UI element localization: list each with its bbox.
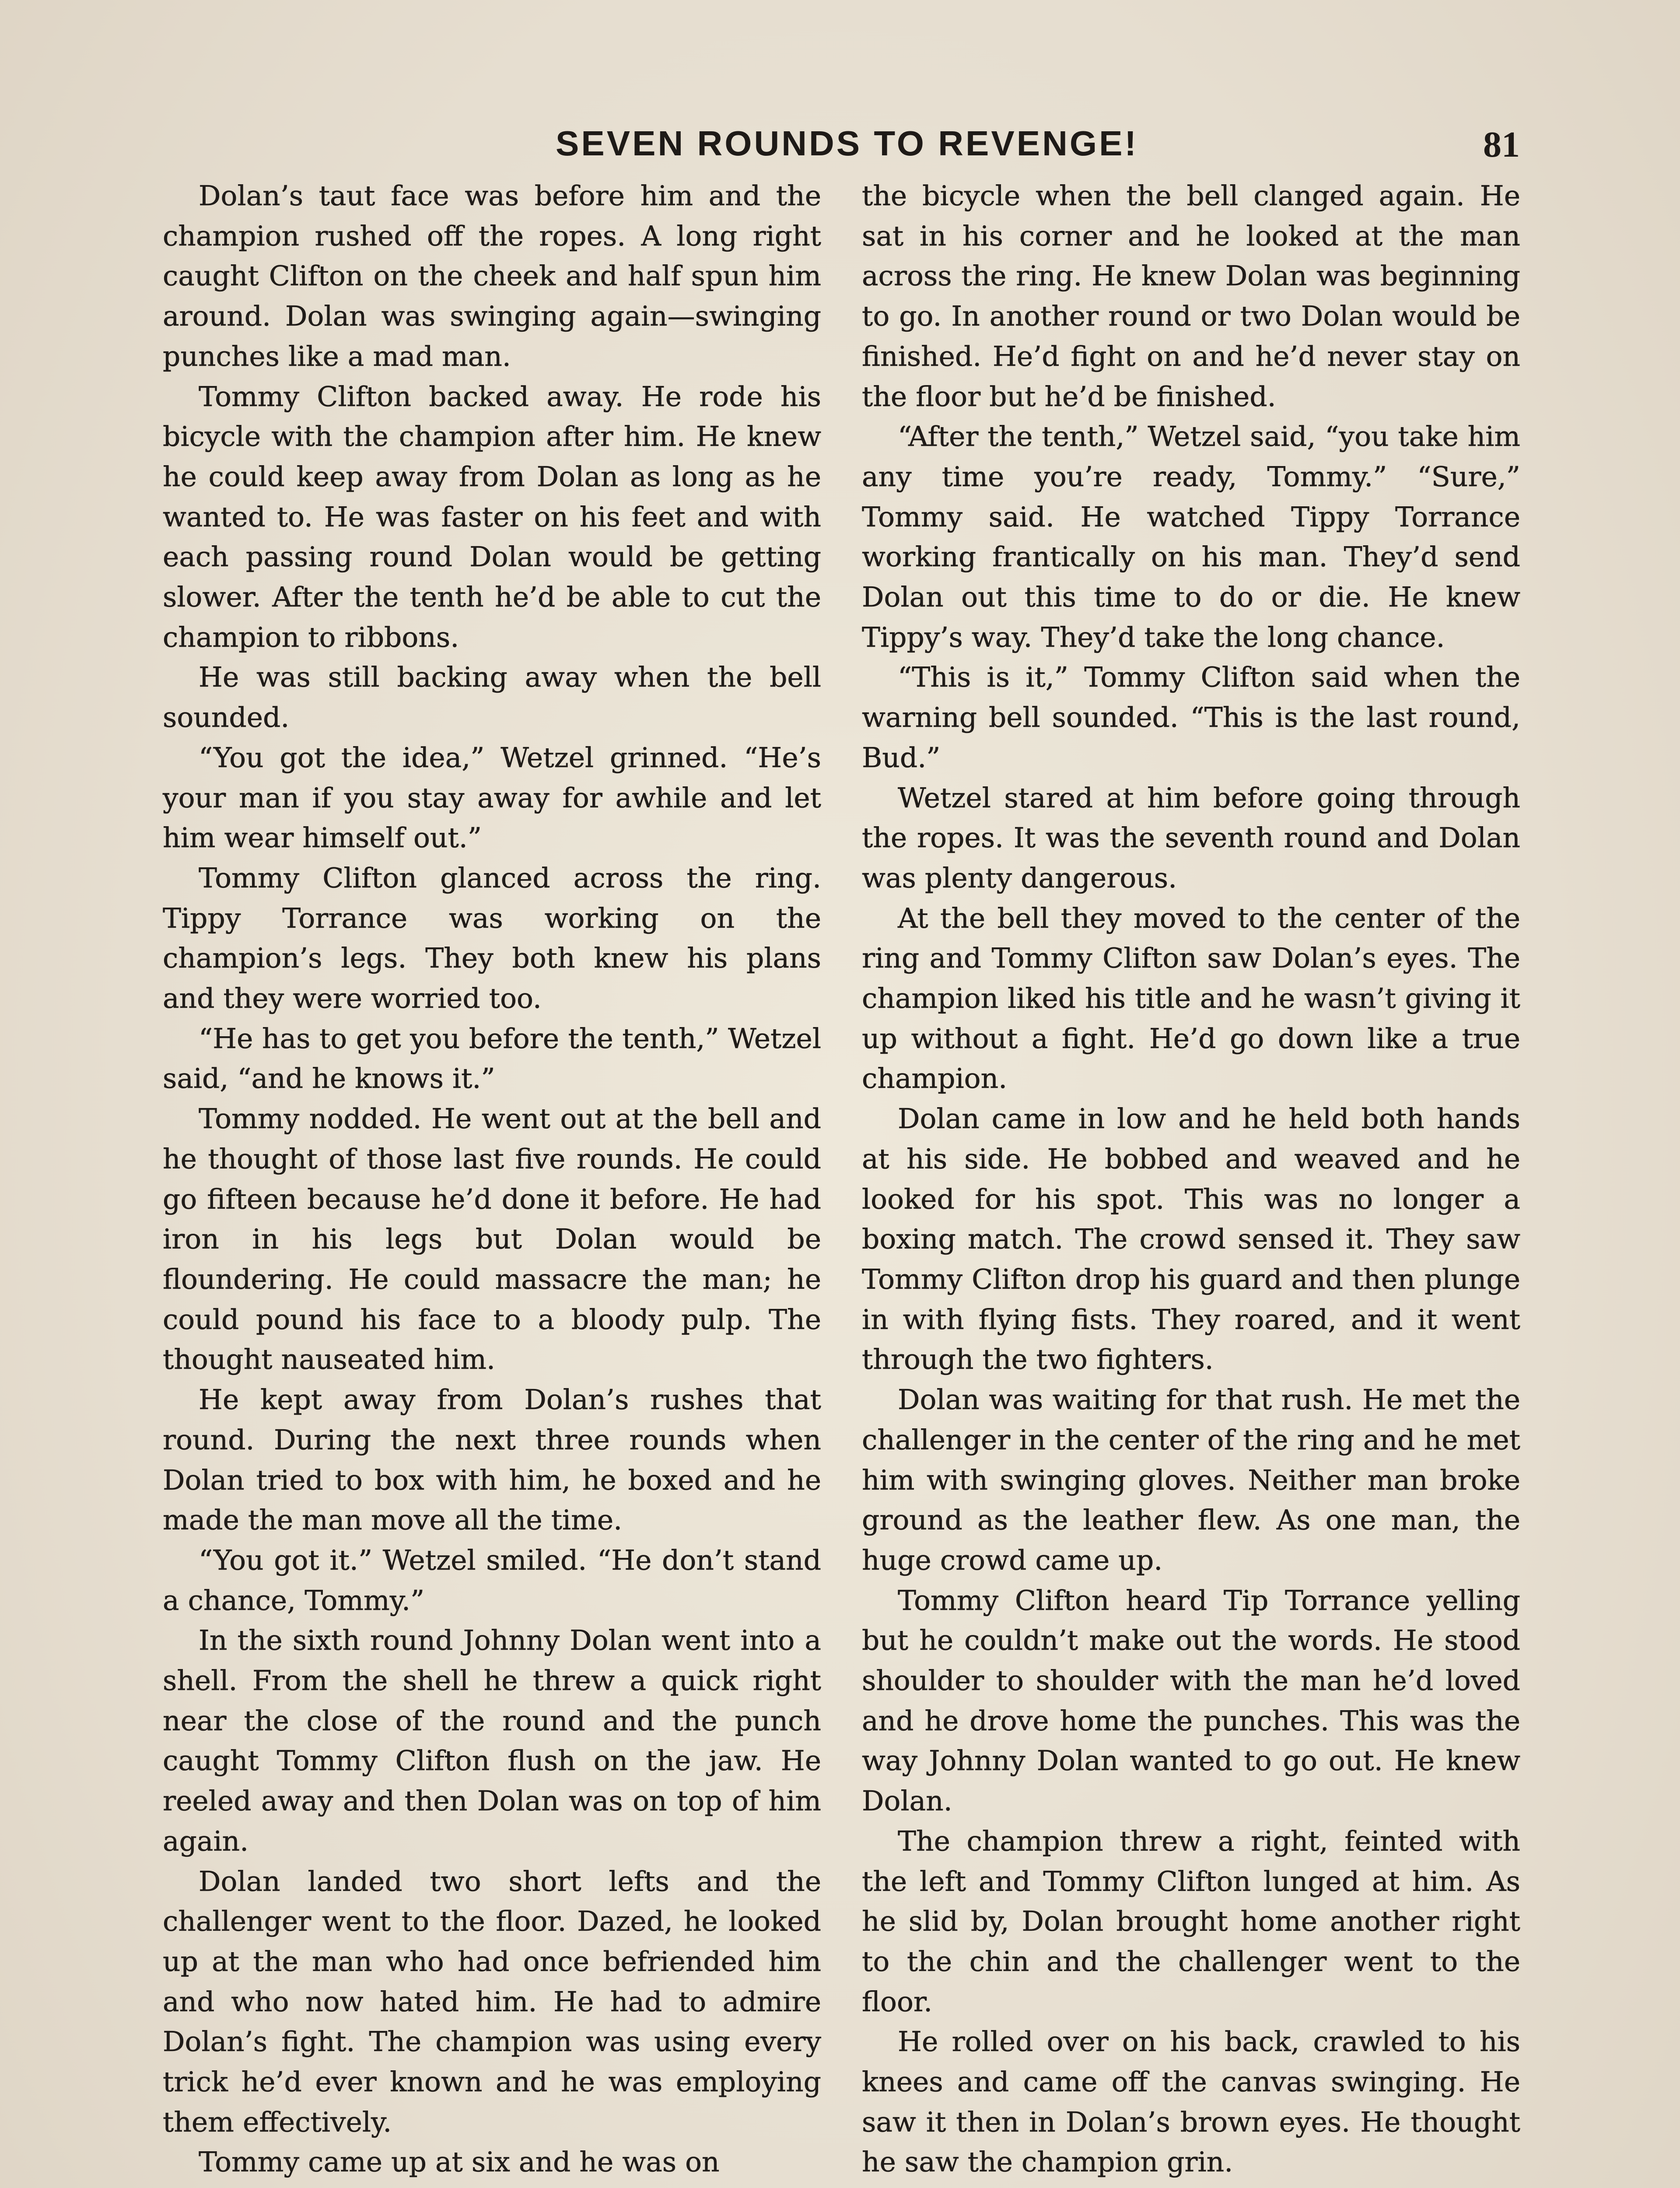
paragraph: He rolled over on his back, crawled to his knees and came off the canvas swinging. He saw it then in Dolan’s brown eyes. He thought he saw the champion grin. [862,2026,1520,2178]
page-number: 81 [1483,124,1520,165]
left-text-column [163,176,821,2182]
paragraph: Dolan came in low and he held both hands at his side. He bobbed and weaved and he looked for his spot. This was no longer a boxing match. The crowd sensed it. They saw Tommy Clifton drop his guard and then plunge in with flying fists. They roared, and it went through the two fighters. [862,1103,1520,1376]
paragraph: Tommy Clifton backed away. He rode his bicycle with the champion after him. He knew he could keep away from Dolan as long as he wanted to. He was faster on his feet and with each passing round Dolan would be getting slower. After the tenth he’d be able to cut the champion to ribbons. [163,380,821,653]
paragraph: Dolan was waiting for that rush. He met the challenger in the center of the ring and he met him with swinging gloves. Neither man broke ground as the leather flew. As one man, the huge crowd came up. [862,1384,1520,1576]
paragraph: “You got it.” Wetzel smiled. “He don’t stand a chance, Tommy.” [163,1544,821,1616]
paragraph: Tommy Clifton glanced across the ring. Tippy Torrance was working on the champion’s legs. They both knew his plans and they were worried too. [163,862,821,1015]
paragraph: “This is it,” Tommy Clifton said when the warning bell sounded. “This is the last round, Bud.” [862,661,1520,774]
paragraph: Dolan landed two short lefts and the challenger went to the floor. Dazed, he looked up at the man who had once befriended him and who now hated him. He had to admire Dolan’s fight. The champion was using every trick he’d ever known and he was employing them effectively. [163,1865,821,2138]
paragraph: In the sixth round Johnny Dolan went into a shell. From the shell he threw a quick right near the close of the round and the punch caught Tommy Clifton flush on the jaw. He reeled away and then Dolan was on top of him again. [163,1624,821,1857]
paragraph: The champion threw a right, feinted with the left and Tommy Clifton lunged at him. As he slid by, Dolan brought home another right to the chin and the challenger went to the floor. [862,1825,1520,2018]
paragraph: “He has to get you before the tenth,” Wetzel said, “and he knows it.” [163,1022,821,1095]
paragraph: Tommy Clifton heard Tip Torrance yelling but he couldn’t make out the words. He stood shoulder to shoulder with the man he’d loved and he drove home the punches. This was the way Johnny Dolan wanted to go out. He knew Dolan. [862,1584,1520,1817]
paragraph: Wetzel stared at him before going through the ropes. It was the seventh round and Dolan was plenty dangerous. [862,782,1520,894]
page-header [0,123,1680,172]
paragraph: “After the tenth,” Wetzel said, “you take him any time you’re ready, Tommy.” “Sure,” Tommy said. He watched Tippy Torrance working frantically on his man. They’d send Dolan out this time to do or die. He knew Tippy’s way. They’d take the long chance. [862,421,1520,653]
paragraph: He was still backing away when the bell sounded. [163,661,821,734]
paragraph: He kept away from Dolan’s rushes that round. During the next three rounds when Dolan tried to box with him, he boxed and he made the man move all the time. [163,1384,821,1536]
right-text-column [862,176,1520,2182]
paragraph: Tommy nodded. He went out at the bell and he thought of those last five rounds. He could go fifteen because he’d done it before. He had iron in his legs but Dolan would be floundering. He could massacre the man; he could pound his face to a bloody pulp. The thought nauseated him. [163,1103,821,1376]
paragraph: At the bell they moved to the center of the ring and Tommy Clifton saw Dolan’s eyes. The champion liked his title and he wasn’t giving it up without a fight. He’d go down like a true champion. [862,902,1520,1095]
paragraph: “You got the idea,” Wetzel grinned. “He’s your man if you stay away for awhile and let him wear himself out.” [163,741,821,854]
paragraph: Tommy came up at six and he was on [199,2146,720,2178]
continued-paragraph: the bicycle when the bell clanged again. He sat in his corner and he looked at the man across the ring. He knew Dolan was beginning to go. In another round or two Dolan would be finished. He’d fight on and he’d never stay on the floor but he’d be finished. [862,180,1520,413]
running-title: SEVEN ROUNDS TO REVENGE! [556,124,1139,163]
paragraph: Dolan’s taut face was before him and the champion rushed off the ropes. A long right caught Clifton on the cheek and half spun him around. Dolan was swinging again—swinging punches like a mad man. [163,180,821,372]
